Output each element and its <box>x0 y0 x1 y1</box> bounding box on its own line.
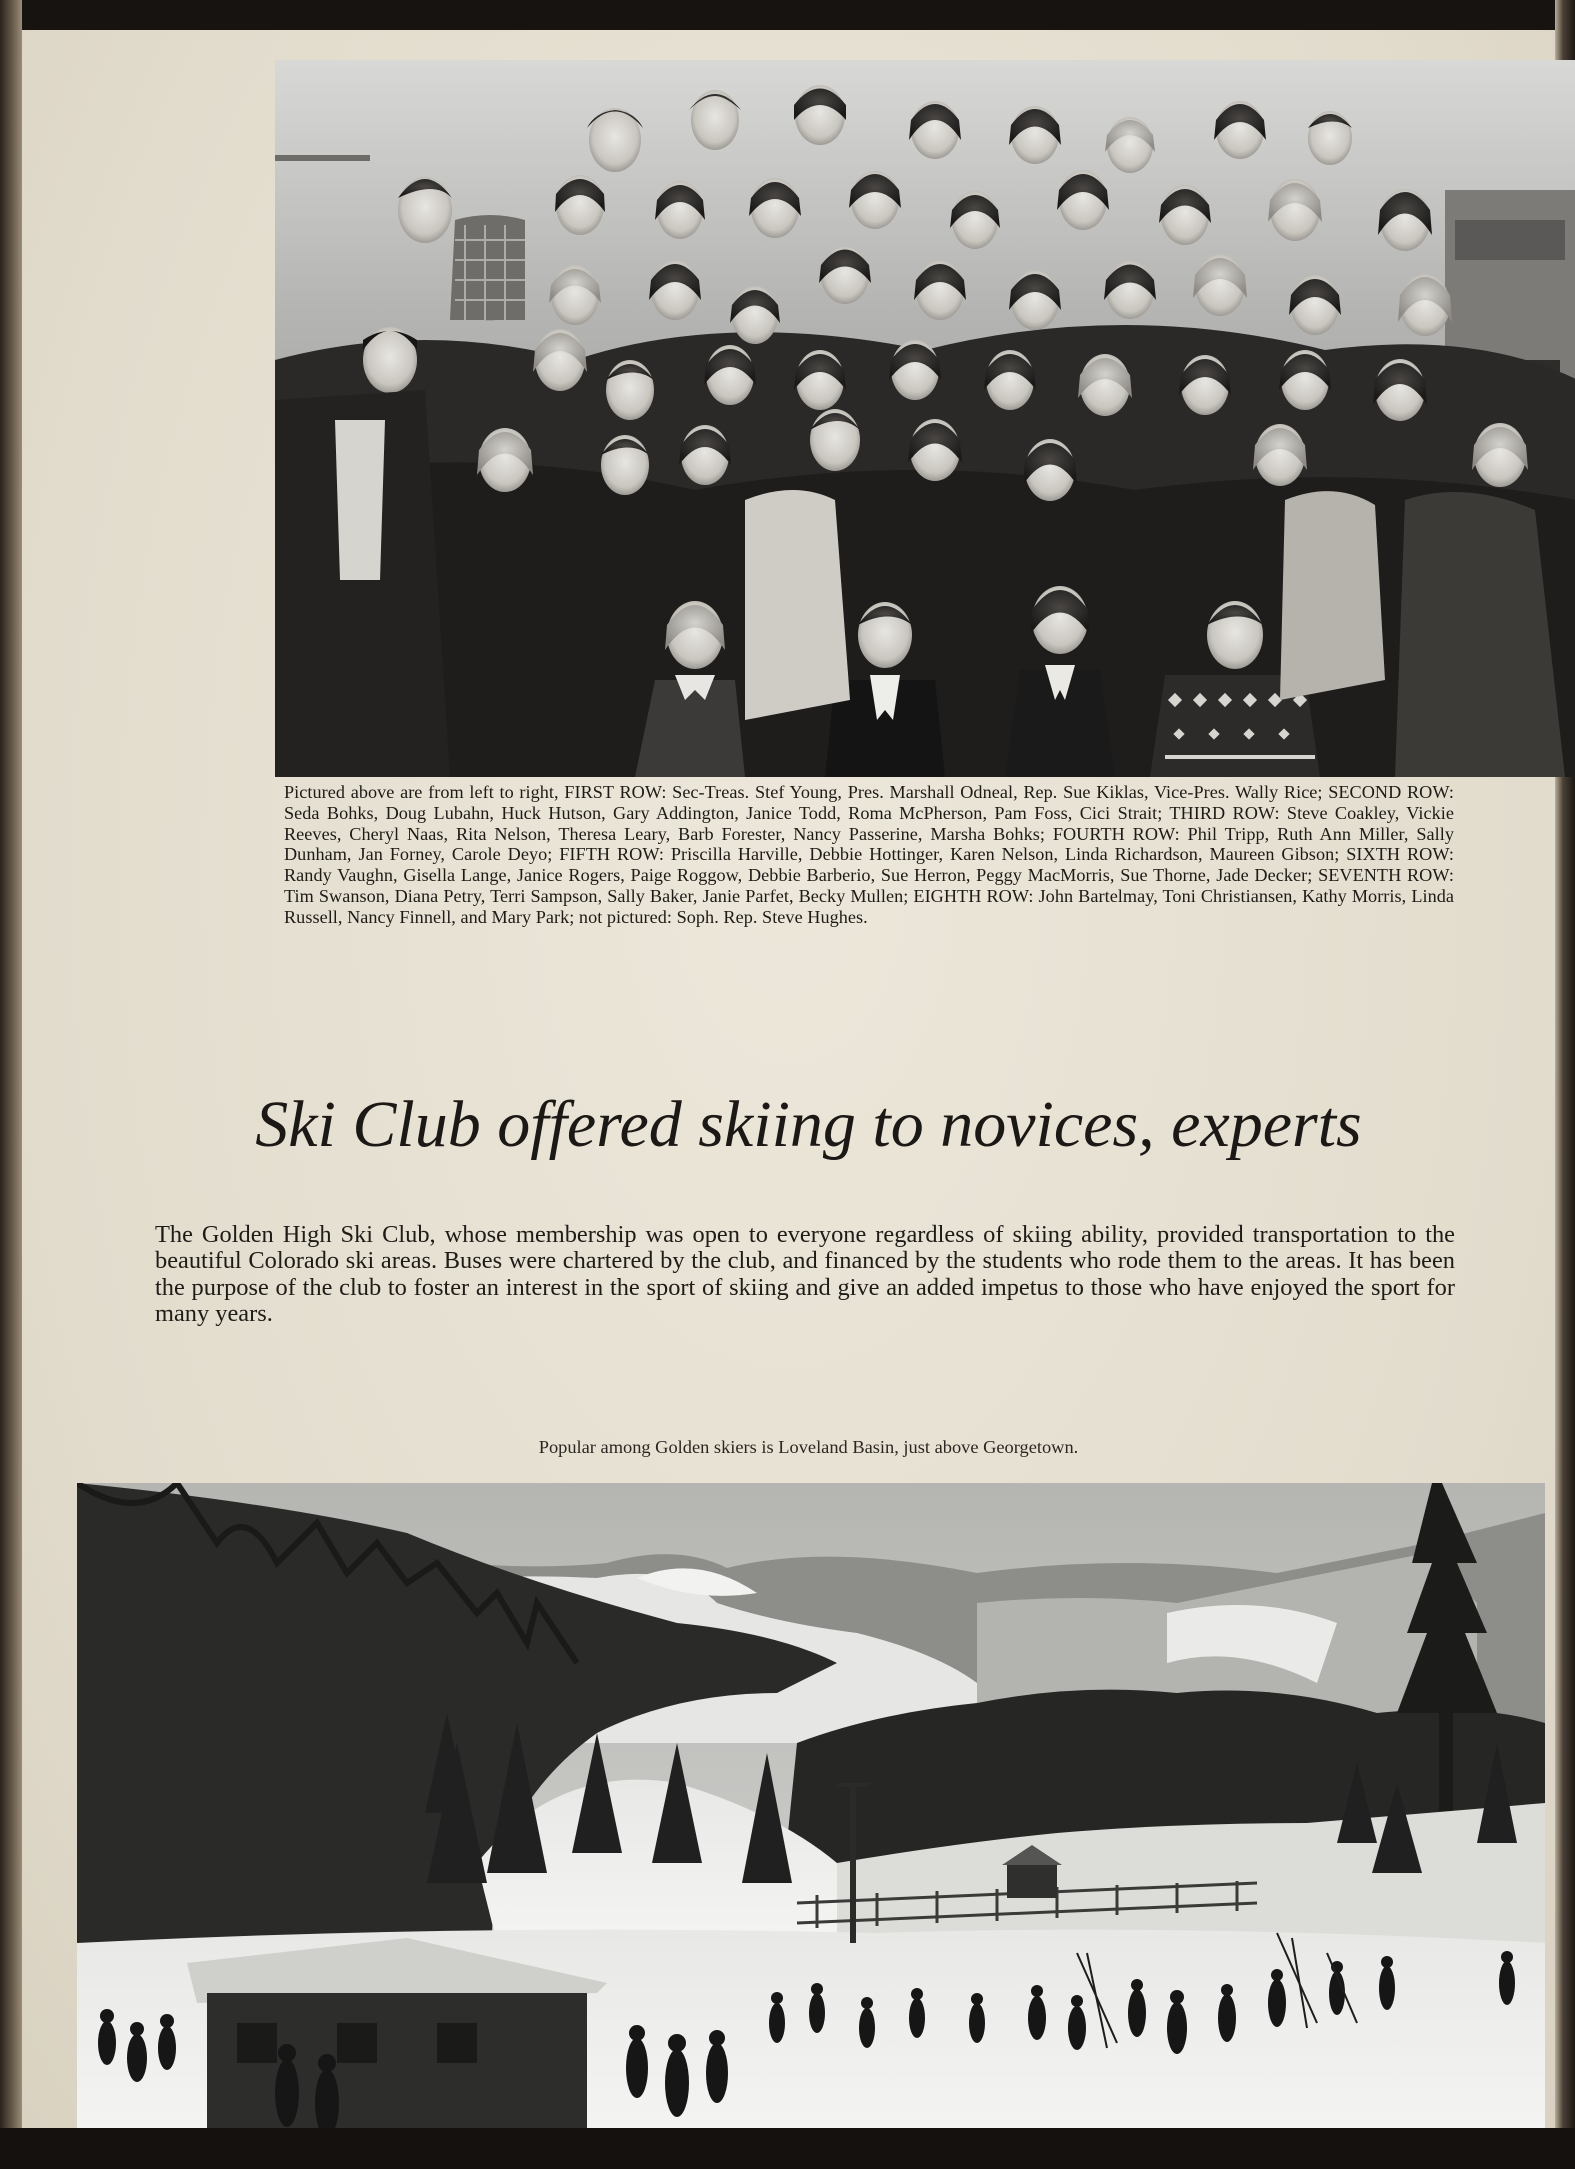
scan-frame-bottom <box>0 2128 1575 2169</box>
group-portrait-image <box>275 60 1575 777</box>
article-body: The Golden High Ski Club, whose membership was open to everyone regardless of skiing ability, provided transportation to the beautiful Colorado ski areas. Buses were chartered by the club, and financed by the students who rode them to the areas. It has been the purpose of the club to foster an interest in the sport of skiing and give an added impetus to those who have enjoyed the sport for many years. <box>155 1221 1455 1327</box>
loveland-basin-photo <box>77 1483 1545 2135</box>
article-headline: Ski Club offered skiing to novices, experts <box>255 1088 1362 1161</box>
scan-frame-left <box>0 0 22 2169</box>
group-photo-caption: Pictured above are from left to right, FIRST ROW: Sec-Treas. Stef Young, Pres. Marshall Odneal, Rep. Sue Kiklas, Vice-Pres. Wally Rice; SECOND ROW: Seda Bohks, Doug Lubahn, Huck Hutson, Gary Addington, Janice Todd, Roma McPherson, Pam Foss, Cici Strait; THIRD ROW: Steve Coakley, Vickie Reeves, Cheryl Naas, Rita Nelson, Theresa Leary, Barb Forester, Nancy Passerine, Marsha Bohks; FOURTH ROW: Phil Tripp, Ruth Ann Miller, Sally Dunham, Jan Forney, Carole Deyo; FIFTH ROW: Priscilla Harville, Debbie Hottinger, Karen Nelson, Linda Richardson, Maureen Gibson; SIXTH ROW: Randy Vaughn, Gisella Lange, Janice Rogers, Paige Roggow, Debbie Barberio, Sue Herron, Peggy MacMorris, Sue Thorne, Jade Decker; SEVENTH ROW: Tim Swanson, Diana Petry, Terri Sampson, Sally Baker, Janie Parfet, Becky Mullen; EIGHTH ROW: John Bartelmay, Toni Christiansen, Kathy Morris, Linda Russell, Nancy Finnell, and Mary Park; not pictured: Soph. Rep. Steve Hughes. <box>284 782 1454 927</box>
scan-frame-top <box>0 0 1575 34</box>
ski-club-group-photo <box>275 60 1575 777</box>
ski-area-image <box>77 1483 1545 2135</box>
ski-photo-caption: Popular among Golden skiers is Loveland Basin, just above Georgetown. <box>538 1437 1079 1457</box>
